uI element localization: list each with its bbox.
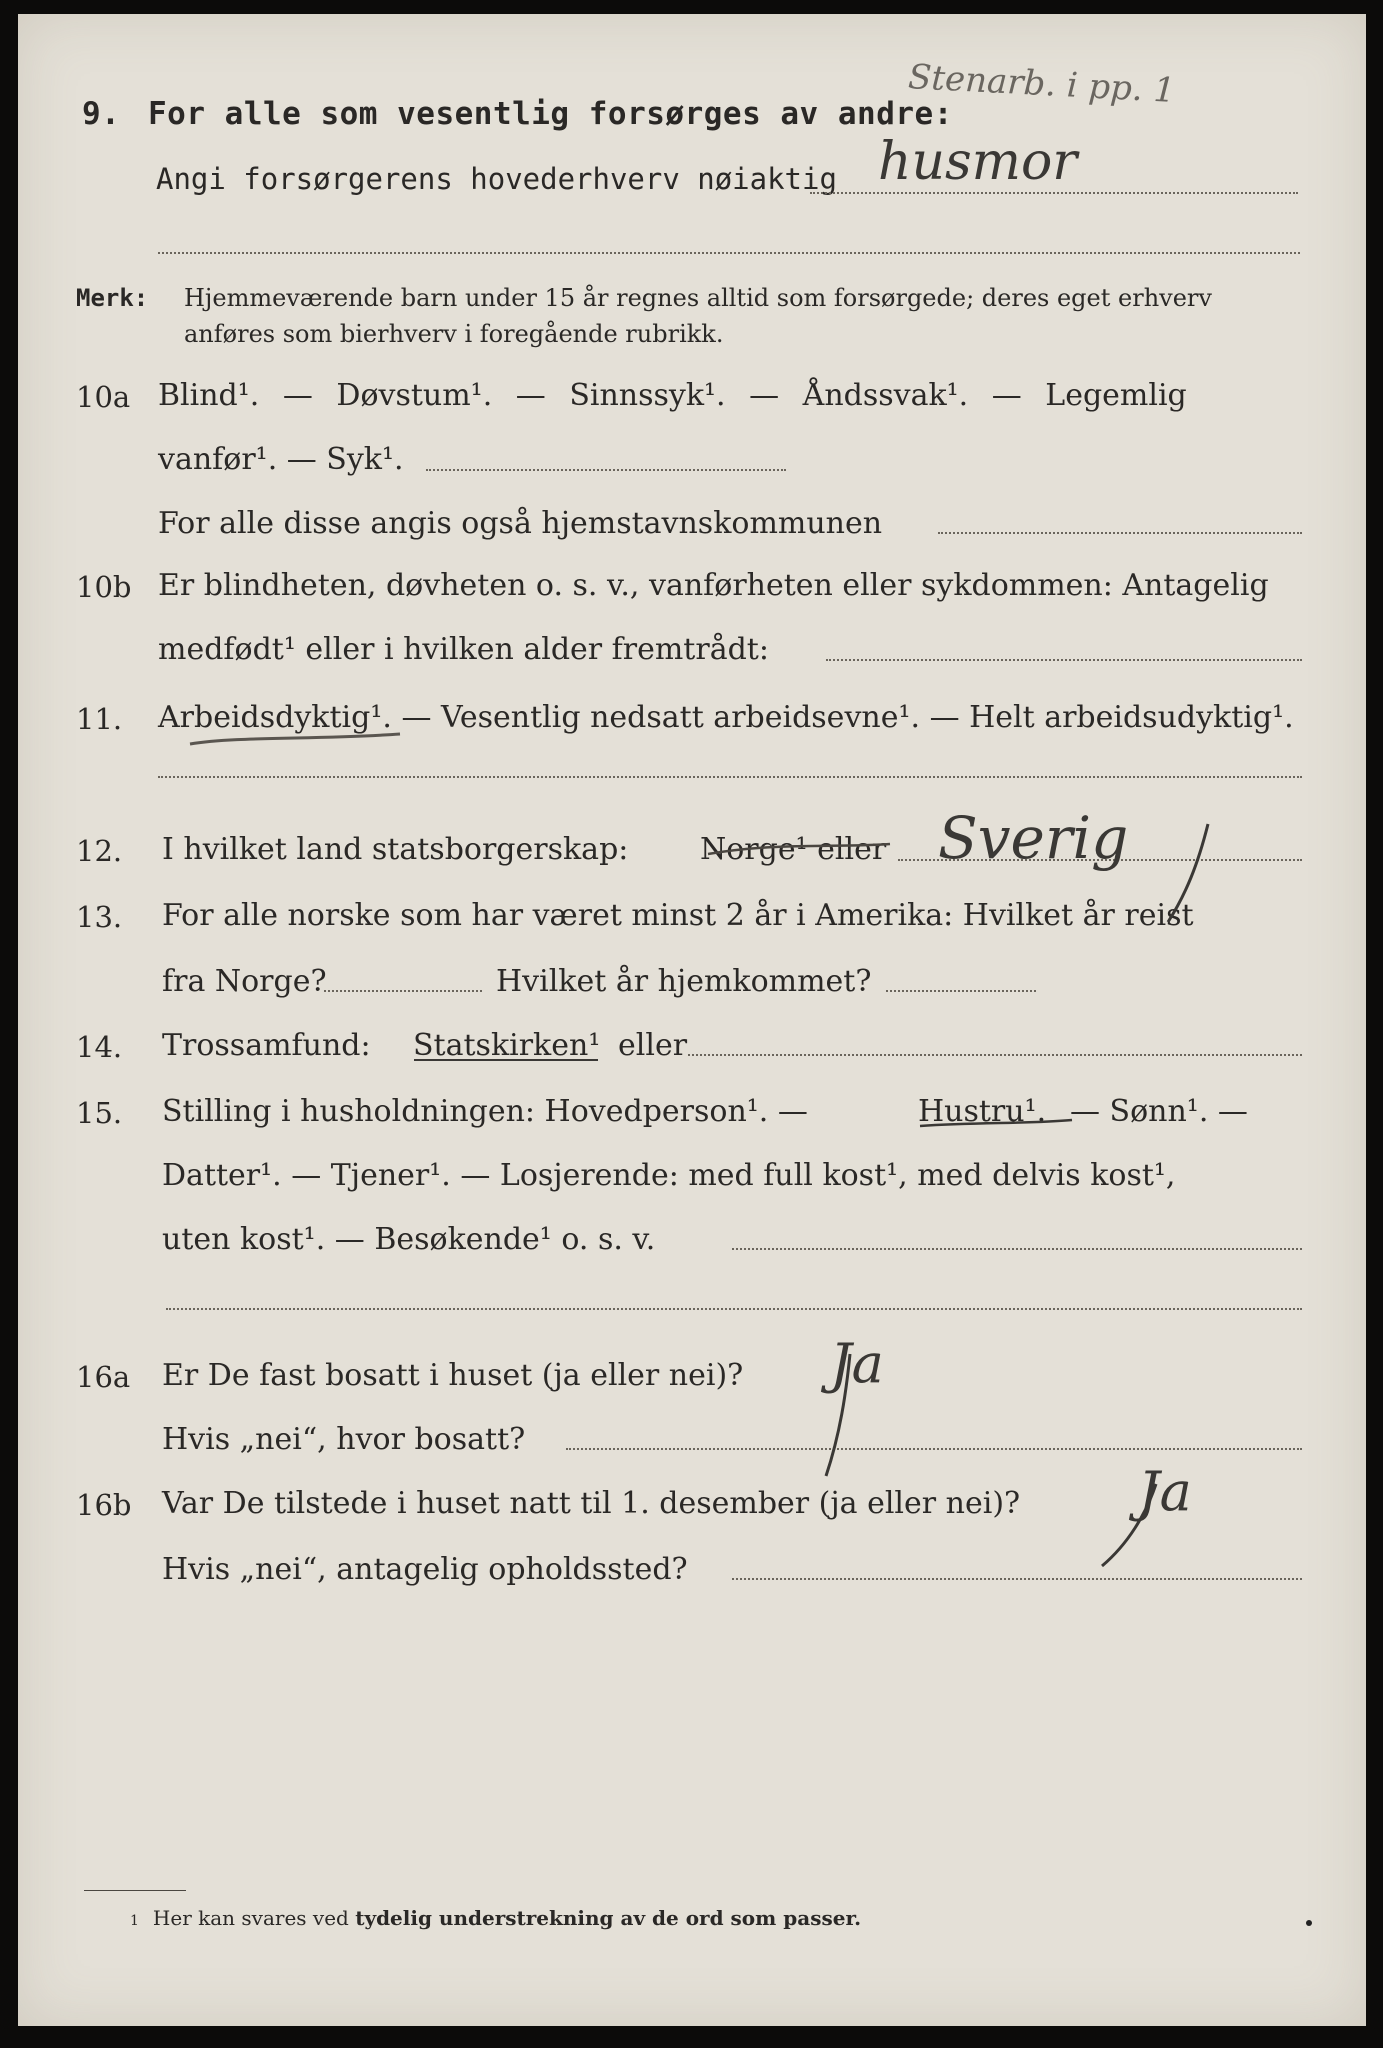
q15-line1-start: Stilling i husholdningen: Hovedperson¹. — bbox=[162, 1094, 808, 1129]
q9-handwritten-answer: husmor bbox=[878, 132, 1078, 192]
q16a-line2: Hvis „nei“, hvor bosatt? bbox=[162, 1422, 526, 1457]
q10a-line1: Blind¹. — Døvstum¹. — Sinnssyk¹. — Åndssvak¹. — Legemlig bbox=[158, 378, 1187, 413]
q15-line3: uten kost¹. — Besøkende¹ o. s. v. bbox=[162, 1222, 656, 1257]
merk-label: Merk: bbox=[76, 284, 149, 312]
q16b-check-stroke bbox=[1102, 1484, 1156, 1566]
q9-number: 9. bbox=[82, 96, 121, 132]
handwritten-ink-marks bbox=[18, 14, 1366, 2026]
merk-note-line2: anføres som bierhverv i foregående rubrikk. bbox=[184, 320, 724, 348]
q11-line1: Arbeidsdyktig¹. — Vesentlig nedsatt arbeidsevne¹. — Helt arbeidsudyktig¹. bbox=[158, 700, 1294, 735]
q14-or-label: eller bbox=[618, 1028, 688, 1063]
footnote-mark: 1 bbox=[130, 1913, 139, 1929]
q9-handwritten-note: Stenarb. i pp. 1 bbox=[907, 57, 1177, 111]
q11-arbeidsdyktig-underline bbox=[190, 734, 400, 744]
q10b-line2: medfødt¹ eller i hvilken alder fremtrådt: bbox=[158, 632, 769, 667]
q14-state-church-option: Statskirken¹ bbox=[413, 1028, 601, 1063]
q12-number: 12. bbox=[76, 834, 123, 868]
q15-line1-end: — Sønn¹. — bbox=[1070, 1094, 1248, 1129]
q12-norway-option: Norge¹ eller bbox=[700, 832, 887, 867]
q10a-number: 10a bbox=[76, 380, 131, 414]
q13-line1: For alle norske som har været minst 2 år i Amerika: Hvilket år reist bbox=[162, 898, 1194, 933]
q15-line2: Datter¹. — Tjener¹. — Losjerende: med full kost¹, med delvis kost¹, bbox=[162, 1158, 1176, 1193]
q16a-line1: Er De fast bosatt i huset (ja eller nei)? bbox=[162, 1358, 744, 1393]
q10b-line1: Er blindheten, døvheten o. s. v., vanførheten eller sykdommen: Antagelig bbox=[158, 568, 1269, 603]
q15-wife-option: Hustru¹. bbox=[918, 1094, 1047, 1129]
q14-number: 14. bbox=[76, 1030, 123, 1064]
q9-provider-occupation-label: Angi forsørgerens hovederhverv nøiaktig bbox=[156, 162, 837, 196]
q16b-number: 16b bbox=[76, 1488, 132, 1522]
q16b-line1: Var De tilstede i huset natt til 1. desember (ja eller nei)? bbox=[162, 1486, 1021, 1521]
q13-left-norway-label: fra Norge? bbox=[162, 964, 327, 999]
q13-number: 13. bbox=[76, 900, 123, 934]
q16b-handwritten-answer: Ja bbox=[1138, 1460, 1192, 1523]
q12-citizenship-label: I hvilket land statsborgerskap: bbox=[162, 832, 629, 867]
q10a-home-municipality-label: For alle disse angis også hjemstavnskommunen bbox=[158, 506, 883, 541]
footnote-text-bold: tydelig understrekning av de ord som passer. bbox=[355, 1906, 862, 1930]
q16b-line2: Hvis „nei“, antagelig opholdssted? bbox=[162, 1552, 688, 1587]
q10a-line2: vanfør¹. — Syk¹. bbox=[158, 442, 404, 477]
footnote-text-plain: Her kan svares ved bbox=[152, 1906, 349, 1930]
q13-returned-label: Hvilket år hjemkommet? bbox=[496, 964, 872, 999]
q10b-number: 10b bbox=[76, 570, 132, 604]
q12-check-stroke bbox=[1168, 824, 1208, 922]
merk-note-line1: Hjemmeværende barn under 15 år regnes alltid som forsørgede; deres eget erhverv bbox=[184, 284, 1212, 312]
q9-question: For alle som vesentlig forsørges av andre: bbox=[148, 96, 953, 132]
q16a-check-stroke bbox=[826, 1354, 850, 1476]
q11-number: 11. bbox=[76, 702, 123, 736]
q12-norge-strike bbox=[708, 844, 890, 854]
q12-handwritten-answer: Sverig bbox=[938, 804, 1129, 872]
q16a-handwritten-answer: Ja bbox=[830, 1332, 884, 1395]
q14-label: Trossamfund: bbox=[162, 1028, 371, 1063]
q15-hustru-underline bbox=[920, 1120, 1072, 1126]
q16a-number: 16a bbox=[76, 1360, 131, 1394]
census-form-page bbox=[18, 14, 1366, 2026]
q15-number: 15. bbox=[76, 1096, 123, 1130]
